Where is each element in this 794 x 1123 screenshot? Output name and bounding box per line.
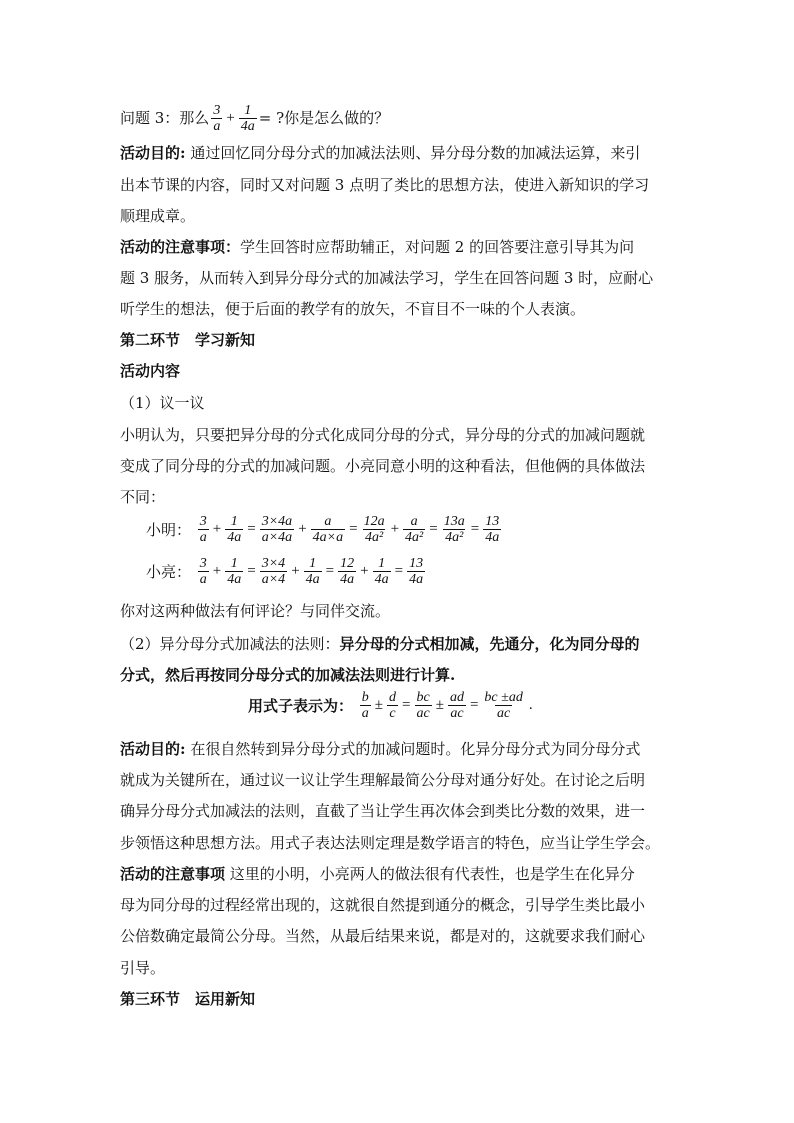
xiaoming-numerator: 3×4a [261, 514, 293, 529]
item-2-line-1 [120, 634, 640, 654]
formula-fraction [360, 690, 371, 721]
xiaoliang-denominator: 4a [340, 572, 355, 587]
xiaoliang-fraction [338, 556, 356, 587]
formula-numerator: d [389, 690, 397, 705]
xiaoliang-numerator: 12 [340, 556, 355, 571]
xiaoming-denominator: a [199, 530, 207, 545]
xiaoliang-fraction [225, 556, 243, 587]
p5-label: 活动的注意事项 [120, 865, 226, 883]
xiaoming-fraction [403, 514, 425, 545]
q3-prefix: 问题 3：那么 [120, 109, 210, 127]
section-3-heading: 第三环节 运用新知 [120, 990, 256, 1008]
xiaoming-operator: = [470, 521, 480, 537]
p4-line-1 [120, 739, 640, 759]
formula-denominator: ac [497, 706, 511, 721]
formula-operator: ± [435, 697, 444, 713]
xiaoming-operator: = [247, 521, 256, 537]
item-1-heading: （1）议一议 [120, 394, 205, 412]
xiaoming-fraction [362, 514, 387, 545]
discuss-line: 你对这两种做法有何评论？与同伴交流。 [120, 602, 391, 620]
p4-line-2: 就成为关键所在，通过议一议让学生理解最简公分母对通分好处。在讨论之后明 [120, 771, 646, 789]
xiaoliang-denominator: a×4 [261, 572, 286, 587]
xiaoming-numerator: 13 [485, 514, 500, 529]
p3-line-3: 不同： [120, 488, 166, 506]
xiaoliang-operator: + [360, 563, 369, 579]
xiaoliang-numerator: 1 [230, 556, 238, 571]
xiaoliang-denominator: 4a [374, 572, 389, 587]
formula-label: 用式子表示为： [248, 697, 354, 715]
p2-line-2: 题 3 服务，从而转入到异分母分式的加减法学习，学生在回答问题 3 时，应耐心 [120, 269, 654, 287]
p3-line-1: 小明认为，只要把异分母的分式化成同分母的分式，异分母的分式的加减问题就 [120, 426, 646, 444]
xiaoming-numerator: a [324, 514, 332, 529]
formula-operator: ± [374, 697, 384, 713]
xiaoliang-fraction [260, 556, 287, 587]
general-formula [248, 690, 535, 721]
item-2-line-2: 分式，然后再按同分母分式的加减法法则进行计算. [120, 666, 456, 684]
p5-line-3: 公倍数确定最简公分母。当然，从最后结果来说，都是对的，这就要求我们耐心 [120, 927, 646, 945]
p2-label: 活动的注意事项： [120, 238, 241, 256]
xiaoming-fraction [225, 514, 243, 545]
formula-numerator: ad [449, 690, 464, 705]
xiaoliang-label: 小亮： [146, 563, 192, 581]
xiaoliang-operator: = [394, 563, 404, 579]
xiaoliang-operator: = [325, 563, 335, 579]
xiaoliang-numerator: 1 [309, 556, 317, 571]
xiaoliang-numerator: 3×4 [261, 556, 286, 571]
p5-line-4: 引导。 [120, 959, 166, 977]
formula-denominator: a [361, 706, 369, 721]
formula-numerator: bc ±ad [484, 690, 523, 705]
xiaoming-equation [146, 514, 503, 545]
p1-line-1 [120, 143, 640, 163]
p4-label: 活动目的: [120, 740, 186, 758]
xiaoliang-operator: + [212, 563, 222, 579]
p5-line-1 [120, 864, 635, 884]
xiaoming-operator: = [349, 521, 358, 537]
xiaoliang-operator: = [247, 563, 256, 579]
xiaoming-numerator: 13a [443, 514, 465, 529]
xiaoliang-numerator: 13 [409, 556, 424, 571]
xiaoming-label: 小明： [146, 521, 192, 539]
formula-fraction [387, 690, 398, 721]
xiaoming-denominator: 4a² [364, 530, 384, 545]
p4-text-1: 在很自然转到异分母分式的加减问题时。化异分母分式为同分母分式 [185, 740, 641, 758]
q3-fraction-1 [211, 103, 222, 134]
p3-line-2: 变成了同分母的分式的加减问题。小亮同意小明的这种看法，但他俩的具体做法 [120, 457, 646, 475]
formula-denominator: ac [450, 706, 464, 721]
xiaoliang-denominator: 4a [227, 572, 242, 587]
section-2-heading: 第二环节 学习新知 [120, 331, 256, 349]
formula-numerator: b [361, 690, 369, 705]
q3-f1-num: 3 [213, 102, 221, 118]
q3-f2-num: 1 [244, 102, 252, 118]
xiaoming-operator: + [390, 521, 400, 537]
xiaoliang-fraction [373, 556, 391, 587]
formula-fraction [448, 690, 466, 721]
xiaoming-fraction [483, 514, 501, 545]
p2-line-1 [120, 237, 634, 257]
p1-line-3: 顺理成章。 [120, 207, 196, 225]
formula-end-period: . [528, 697, 533, 713]
xiaoming-denominator: 4a×a [312, 530, 344, 545]
activity-content-heading: 活动内容 [120, 362, 181, 380]
q3-f1-den: a [213, 118, 221, 134]
xiaoliang-equation [146, 556, 427, 587]
xiaoming-operator: + [298, 521, 307, 537]
xiaoming-denominator: 4a [485, 530, 500, 545]
p5-text-1: 这里的小明，小亮两人的做法很有代表性，也是学生在化异分 [225, 865, 635, 883]
xiaoming-numerator: 1 [230, 514, 238, 529]
xiaoliang-fraction [407, 556, 425, 587]
p5-line-2: 母为同分母的过程经常出现的，这就很自然提到通分的概念，引导学生类比最小 [120, 896, 646, 914]
xiaoming-fraction [198, 514, 209, 545]
xiaoliang-fraction [304, 556, 322, 587]
item-2-bold: 异分母的分式相加减，先通分，化为同分母的 [339, 635, 640, 653]
p4-line-4: 步领悟这种思想方法。用式子表达法则定理是数学语言的特色，应当让学生学会。 [120, 834, 661, 852]
p1-text-1: 通过回忆同分母分式的加减法法则、异分母分数的加减法运算，来引 [185, 144, 641, 162]
xiaoming-numerator: 12a [363, 514, 385, 529]
q3-fraction-2 [239, 103, 257, 134]
xiaoming-fraction [442, 514, 467, 545]
q3-plus: + [226, 110, 235, 126]
item-2-normal: （2）异分母分式加减法的法则： [120, 635, 340, 653]
formula-operator: = [469, 697, 479, 713]
q3-suffix: = ?你是怎么做的？ [258, 109, 390, 127]
xiaoliang-numerator: 3 [199, 556, 207, 571]
xiaoliang-denominator: a [199, 572, 207, 587]
xiaoliang-numerator: 1 [378, 556, 386, 571]
p1-line-2: 出本节课的内容，同时又对问题 3 点明了类比的思想方法，使进入新知识的学习 [120, 176, 650, 194]
xiaoming-denominator: 4a² [405, 530, 424, 545]
formula-denominator: ac [416, 706, 430, 721]
xiaoming-numerator: a [410, 514, 418, 529]
xiaoming-operator: + [212, 521, 222, 537]
p1-label: 活动目的: [120, 144, 186, 162]
formula-denominator: c [389, 706, 396, 721]
formula-operator: = [402, 697, 411, 713]
formula-numerator: bc [416, 690, 430, 705]
xiaoming-fraction [311, 514, 345, 545]
xiaoming-denominator: a×4a [261, 530, 293, 545]
xiaoliang-denominator: 4a [409, 572, 424, 587]
q3-f2-den: 4a [240, 118, 255, 134]
formula-fraction [415, 690, 432, 721]
question-3-line [120, 103, 389, 133]
xiaoming-denominator: 4a² [445, 530, 464, 545]
xiaoliang-denominator: 4a [305, 572, 320, 587]
formula-fraction [482, 690, 524, 721]
xiaoliang-fraction [198, 556, 209, 587]
p4-line-3: 确异分母分式加减法的法则，直截了当让学生再次体会到类比分数的效果，进一 [120, 802, 646, 820]
xiaoming-denominator: 4a [227, 530, 242, 545]
xiaoming-numerator: 3 [199, 514, 207, 529]
xiaoming-fraction [260, 514, 294, 545]
xiaoming-operator: = [429, 521, 438, 537]
p2-line-3: 听学生的想法，便于后面的教学有的放矢，不盲目不一味的个人表演。 [120, 300, 586, 318]
p2-text-1: 学生回答时应帮助辅正，对问题 2 的回答要注意引导其为问 [240, 238, 635, 256]
xiaoliang-operator: + [291, 563, 300, 579]
